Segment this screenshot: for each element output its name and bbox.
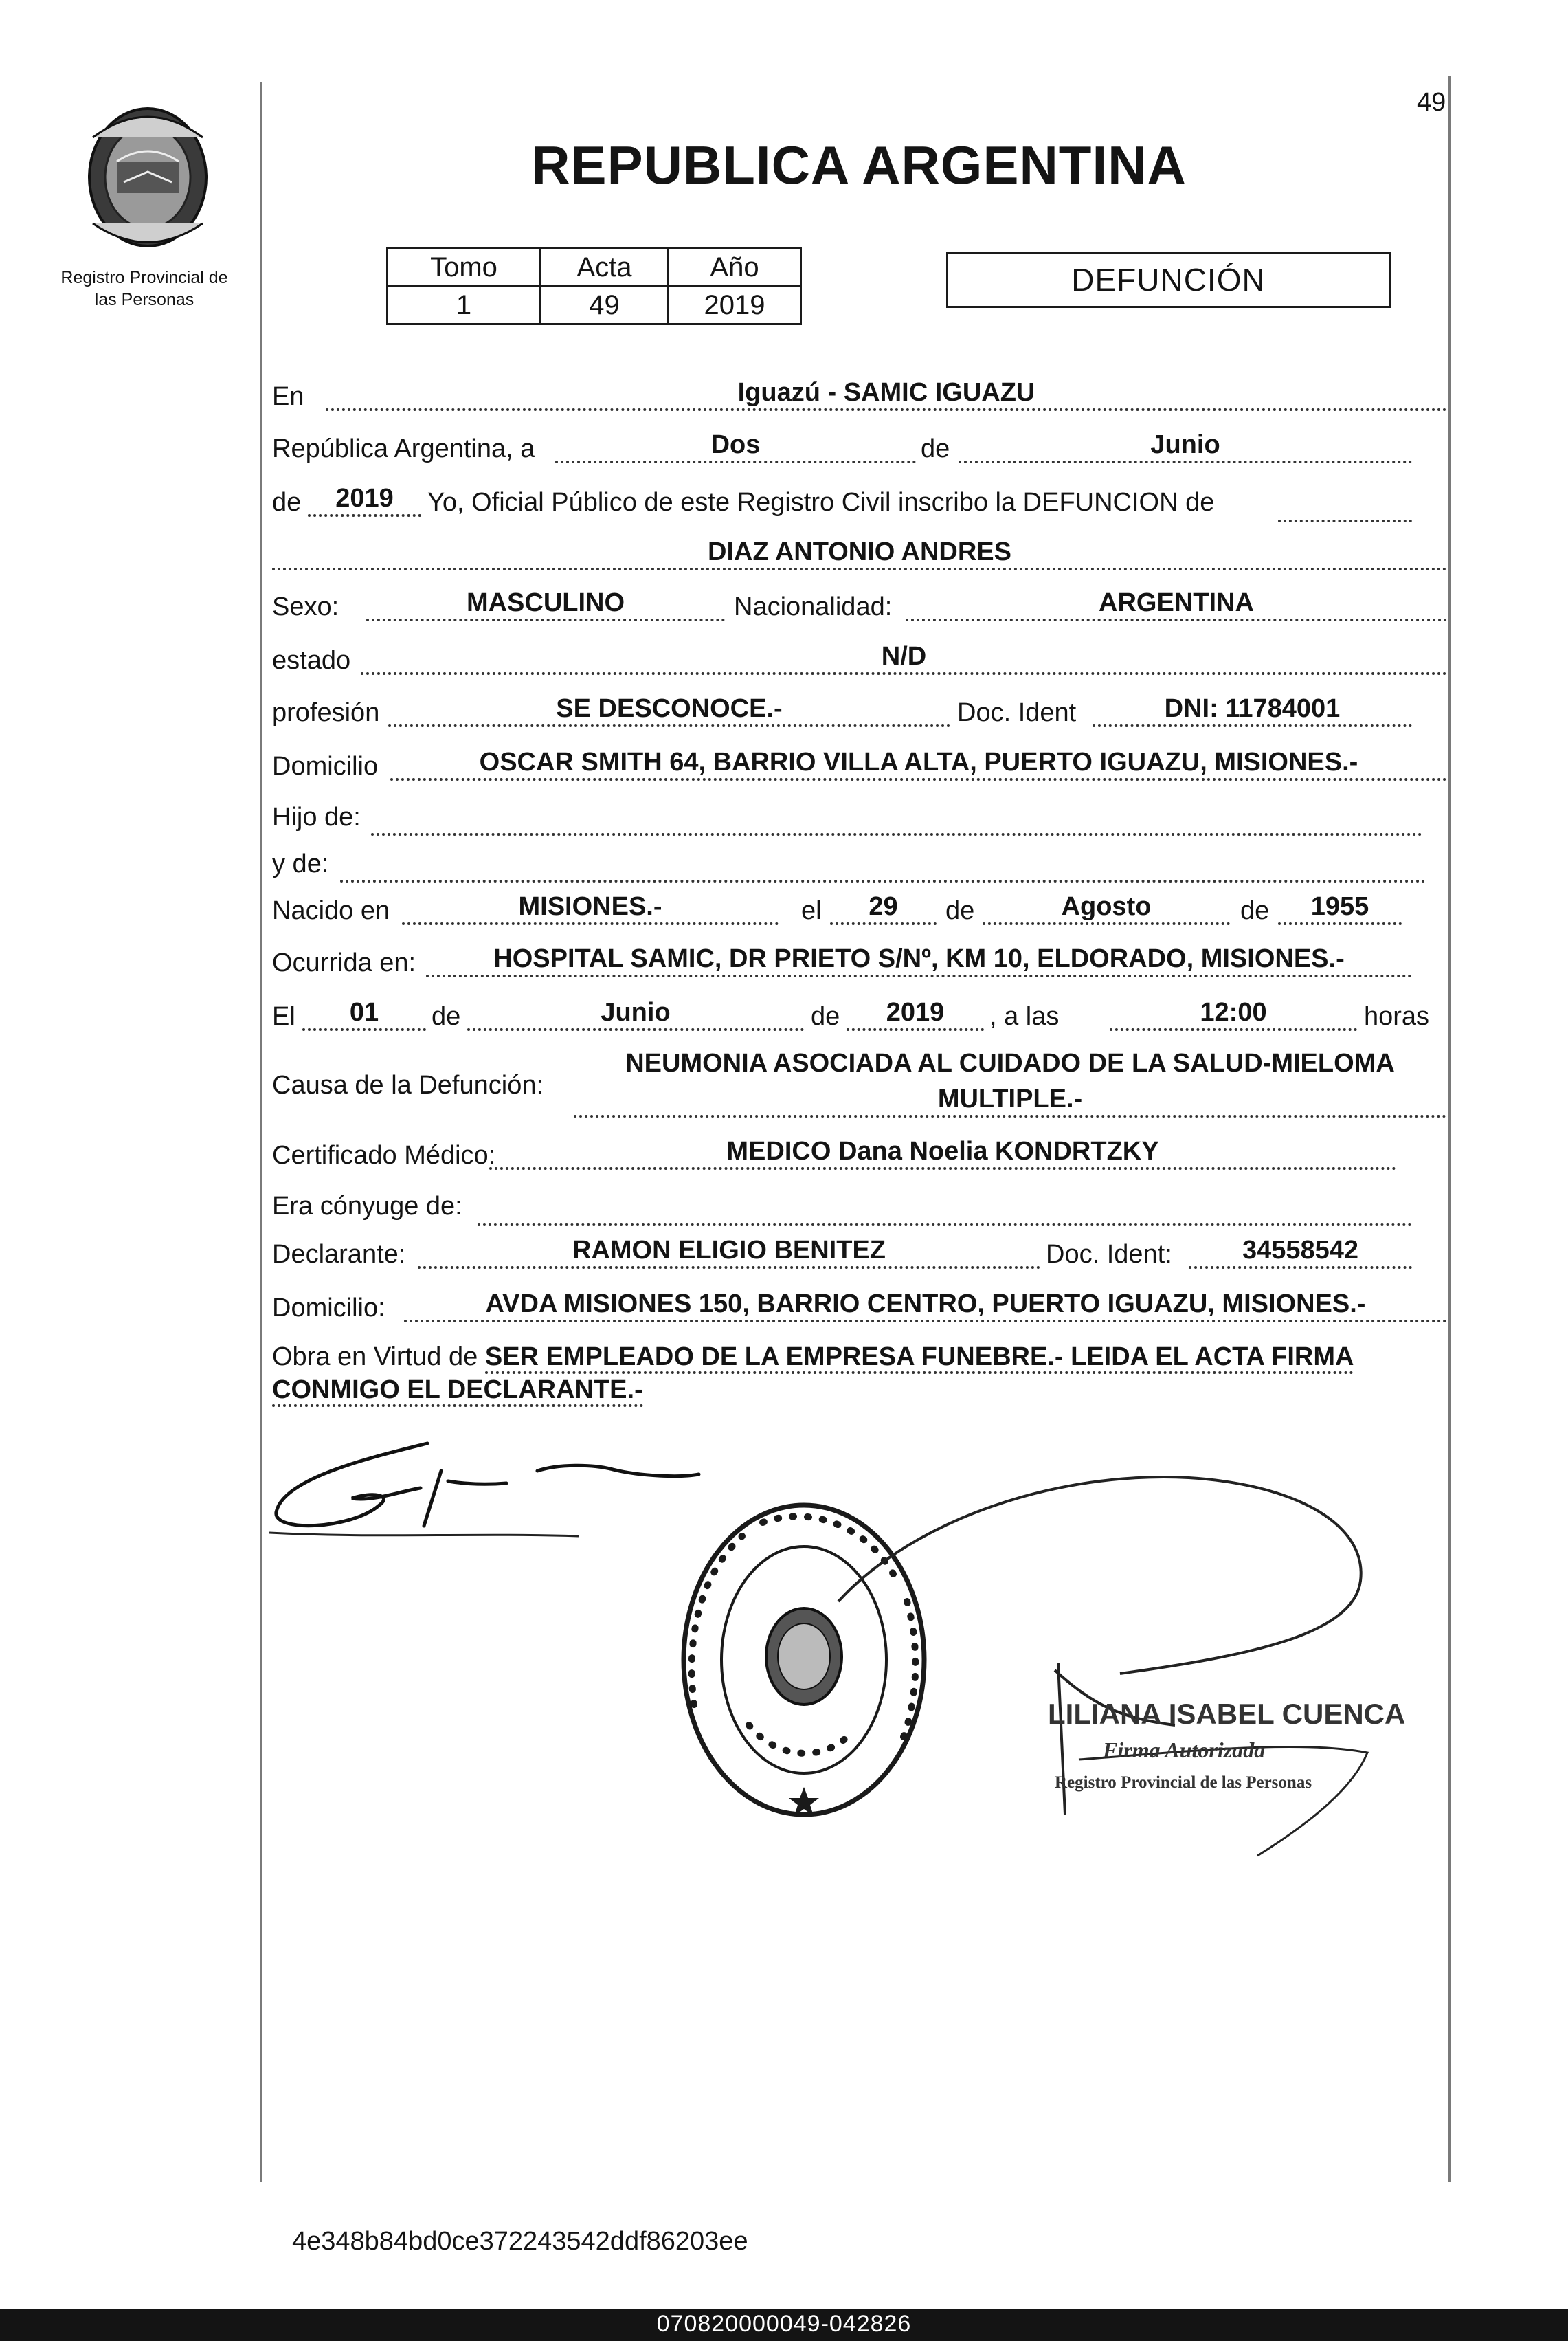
- field-def-hora: 12:00: [1110, 997, 1357, 1031]
- page-number: 49: [1417, 88, 1446, 117]
- label-conyuge: Era cónyuge de:: [272, 1192, 462, 1221]
- label-domicilio-colon: Domicilio:: [272, 1294, 385, 1322]
- field-declarante-doc: 34558542: [1189, 1234, 1412, 1269]
- label-republica: República Argentina, a: [272, 434, 535, 463]
- field-certificado: MEDICO Dana Noelia KONDRTZKY: [489, 1135, 1396, 1170]
- label-a-las: , a las: [989, 1002, 1060, 1031]
- label-de-3: de: [945, 896, 975, 925]
- field-profesion: SE DESCONOCE.-: [388, 693, 950, 727]
- field-obra: SER EMPLEADO DE LA EMPRESA FUNEBRE.- LEIDA EL ACTA FIRMA CONMIGO EL DECLARANTE.-: [272, 1342, 1354, 1407]
- field-nac-mes: Agosto: [983, 891, 1230, 925]
- field-nac-anio: 1955: [1278, 891, 1402, 925]
- field-nacido-en: MISIONES.-: [402, 891, 779, 925]
- label-horas: horas: [1364, 1002, 1430, 1031]
- authority-org: Registro Provincial de las Personas: [1055, 1773, 1312, 1792]
- field-def-dia: 01: [302, 997, 426, 1031]
- label-el: el: [801, 896, 822, 925]
- record-table: [386, 247, 802, 325]
- field-fallecido: DIAZ ANTONIO ANDRES: [272, 536, 1447, 570]
- field-domicilio: OSCAR SMITH 64, BARRIO VILLA ALTA, PUERTO IGUAZU, MISIONES.-: [390, 746, 1447, 781]
- organization-line2: las Personas: [94, 290, 194, 309]
- dots-oficial: [1278, 517, 1412, 522]
- value-tomo: 1: [388, 287, 541, 324]
- field-causa-line2: MULTIPLE.-: [574, 1083, 1446, 1118]
- header-acta: Acta: [541, 249, 669, 287]
- authorized-signature: [831, 1443, 1381, 1870]
- label-hijo-de: Hijo de:: [272, 803, 361, 832]
- record-type-box: [946, 252, 1391, 308]
- organization-name: [41, 267, 247, 311]
- field-anio-registro: 2019: [308, 482, 421, 517]
- label-doc-ident: Doc. Ident: [957, 698, 1077, 727]
- field-dia-registro: Dos: [555, 429, 916, 463]
- label-de-5: de: [432, 1002, 461, 1031]
- label-profesion: profesión: [272, 698, 380, 727]
- label-oficial: Yo, Oficial Público de este Registro Civil inscribo la DEFUNCION de: [427, 488, 1215, 517]
- label-nacido-en: Nacido en: [272, 896, 390, 925]
- field-def-anio: 2019: [847, 997, 984, 1031]
- label-certificado: Certificado Médico:: [272, 1141, 496, 1170]
- label-el-cap: El: [272, 1002, 295, 1031]
- field-sexo: MASCULINO: [366, 587, 725, 621]
- label-de-6: de: [811, 1002, 840, 1031]
- field-estado: N/D: [361, 641, 1447, 675]
- field-declarante-domicilio: AVDA MISIONES 150, BARRIO CENTRO, PUERTO IGUAZU, MISIONES.-: [404, 1288, 1447, 1322]
- label-declarante: Declarante:: [272, 1240, 406, 1269]
- label-estado: estado: [272, 646, 351, 675]
- authority-title: Firma Autorizada: [1103, 1738, 1266, 1762]
- label-sexo: Sexo:: [272, 592, 339, 621]
- footer-code: 070820000049-042826: [656, 2311, 912, 2337]
- label-ocurrida-en: Ocurrida en:: [272, 948, 416, 977]
- dots-y-de: [340, 877, 1426, 883]
- field-nacionalidad: ARGENTINA: [906, 587, 1447, 621]
- declarant-signature: [269, 1430, 716, 1540]
- header-anio: Año: [669, 249, 801, 287]
- right-margin-line: [1448, 76, 1451, 2182]
- value-anio: 2019: [669, 287, 801, 324]
- label-nacionalidad: Nacionalidad:: [734, 592, 893, 621]
- label-obra: Obra en Virtud de: [272, 1342, 478, 1371]
- authority-name: LILIANA ISABEL CUENCA: [1048, 1698, 1406, 1730]
- organization-line1: Registro Provincial de: [60, 268, 228, 287]
- label-y-de: y de:: [272, 850, 329, 878]
- document-hash: 4e348b84bd0ce372243542ddf86203ee: [292, 2227, 748, 2256]
- dots-conyuge: [478, 1221, 1412, 1226]
- value-acta: 49: [541, 287, 669, 324]
- province-emblem: [76, 96, 220, 254]
- field-declarante: RAMON ELIGIO BENITEZ: [418, 1234, 1040, 1269]
- label-de-1: de: [921, 434, 950, 463]
- label-domicilio: Domicilio: [272, 752, 379, 781]
- field-causa-line1: NEUMONIA ASOCIADA AL CUIDADO DE LA SALUD-MIELOMA: [625, 1049, 1395, 1078]
- label-en: En: [272, 382, 304, 411]
- field-lugar: Iguazú - SAMIC IGUAZU: [326, 377, 1447, 411]
- header-tomo: Tomo: [388, 249, 541, 287]
- left-margin-line: [260, 82, 262, 2182]
- field-def-mes: Junio: [467, 997, 804, 1031]
- record-type: DEFUNCIÓN: [1071, 262, 1266, 298]
- label-causa: Causa de la Defunción:: [272, 1071, 544, 1100]
- label-de-2: de: [272, 488, 302, 517]
- field-nac-dia: 29: [830, 891, 937, 925]
- field-documento: DNI: 11784001: [1093, 693, 1412, 727]
- field-mes-registro: Junio: [959, 429, 1412, 463]
- label-doc-ident-colon: Doc. Ident:: [1046, 1240, 1172, 1269]
- document-title: REPUBLICA ARGENTINA: [531, 135, 1187, 195]
- field-ocurrida-en: HOSPITAL SAMIC, DR PRIETO S/Nº, KM 10, ELDORADO, MISIONES.-: [426, 943, 1412, 977]
- dots-hijo-de: [371, 830, 1422, 836]
- label-de-4: de: [1240, 896, 1270, 925]
- obra-paragraph: [272, 1340, 1447, 1406]
